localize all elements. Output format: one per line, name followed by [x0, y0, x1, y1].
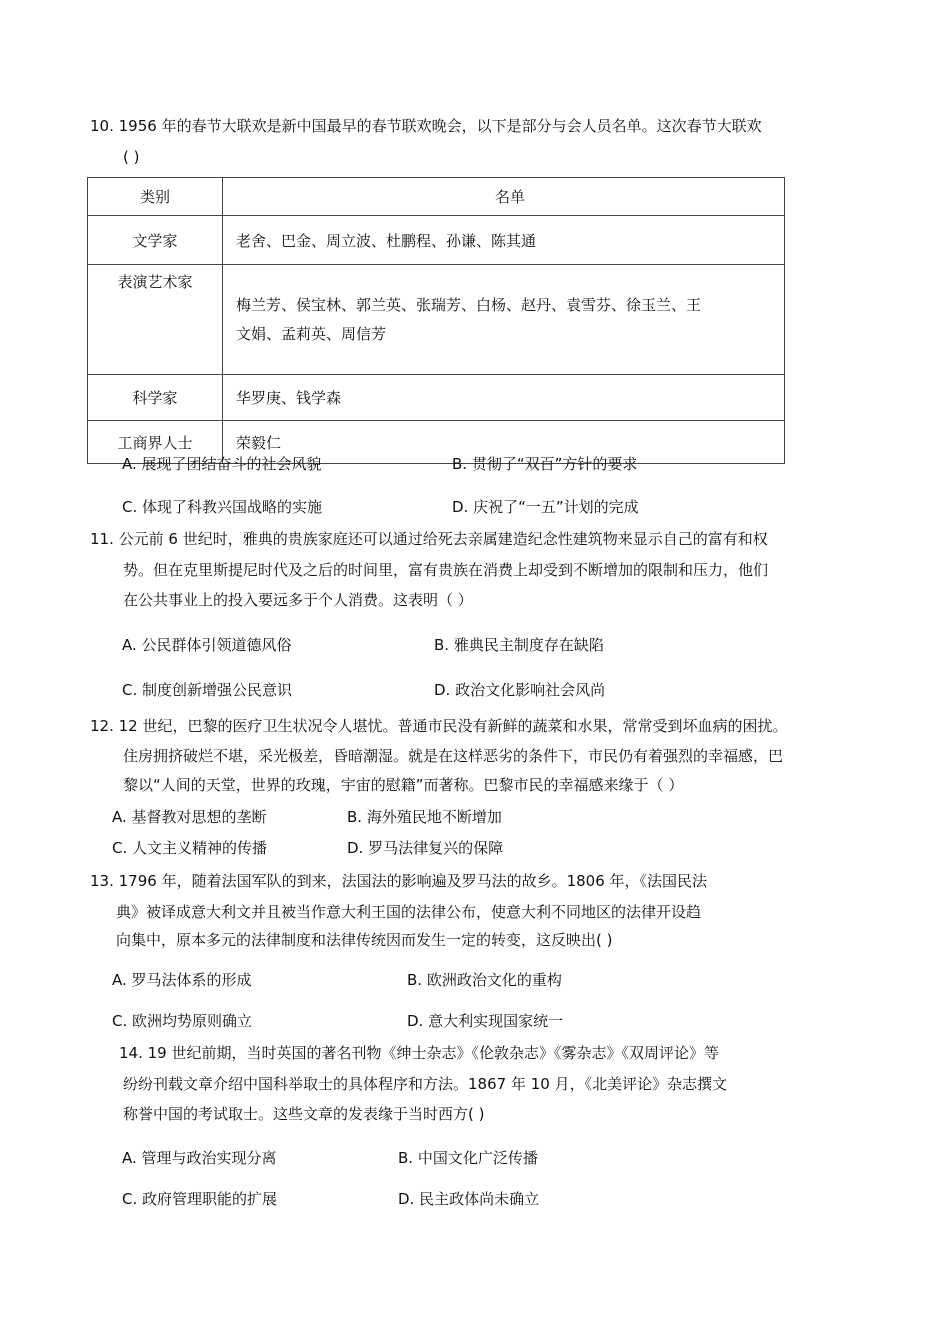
- q11-option-a[interactable]: A. 公民群体引领道德风俗: [122, 636, 292, 654]
- q13-option-b[interactable]: B. 欧洲政治文化的重构: [407, 971, 562, 989]
- row-category: 工商界人士: [88, 421, 223, 464]
- table-header-row: [88, 178, 785, 216]
- header-names: 名单: [223, 178, 785, 216]
- row-names-line1: 梅兰芳、侯宝林、郭兰英、张瑞芳、白杨、赵丹、袁雪芬、徐玉兰、王: [236, 295, 702, 314]
- q14-stem-line1: 14. 19 世纪前期，当时英国的著名刊物《绅士杂志》《伦敦杂志》《雾杂志》《双周评论》等: [119, 1044, 719, 1062]
- q13-option-d[interactable]: D. 意大利实现国家统一: [407, 1012, 564, 1030]
- q13-stem-line2: 典》被译成意大利文并且被当作意大利王国的法律公布，使意大利不同地区的法律开设趋: [116, 903, 702, 921]
- q13-option-a[interactable]: A. 罗马法体系的形成: [112, 971, 252, 989]
- q12-option-d[interactable]: D. 罗马法律复兴的保障: [347, 839, 504, 857]
- q10-answer-blank: ( ): [123, 148, 140, 166]
- q14-option-b[interactable]: B. 中国文化广泛传播: [398, 1149, 538, 1167]
- q12-option-c[interactable]: C. 人文主义精神的传播: [112, 839, 268, 857]
- row-category: 文学家: [88, 216, 223, 265]
- row-category: 表演艺术家: [88, 265, 223, 375]
- q11-stem-line3: 在公共事业上的投入要远多于个人消费。这表明（ ）: [123, 591, 473, 609]
- row-names: 老舍、巴金、周立波、杜鹏程、孙谦、陈其通: [223, 216, 785, 265]
- q13-option-c[interactable]: C. 欧洲均势原则确立: [112, 1012, 253, 1030]
- q14-stem-line3: 称誉中国的考试取士。这些文章的发表缘于当时西方( ): [123, 1105, 485, 1123]
- row-names: 华罗庚、钱学森: [223, 375, 785, 421]
- q10-participants-table: [87, 177, 785, 464]
- table-row: [88, 216, 785, 265]
- q11-option-d[interactable]: D. 政治文化影响社会风尚: [434, 681, 606, 699]
- q10-option-b[interactable]: B. 贯彻了“双百”方针的要求: [452, 455, 638, 473]
- q10-stem-line1: 10. 1956 年的春节大联欢是新中国最早的春节联欢晚会，以下是部分与会人员名单。这次春节大联欢: [90, 117, 762, 135]
- q11-option-b[interactable]: B. 雅典民主制度存在缺陷: [434, 636, 604, 654]
- q13-stem-line3: 向集中，原本多元的法律制度和法律传统因而发生一定的转变，这反映出( ): [116, 931, 613, 949]
- q10-option-c[interactable]: C. 体现了科教兴国战略的实施: [122, 498, 323, 516]
- row-names: [223, 265, 785, 375]
- q12-option-b[interactable]: B. 海外殖民地不断增加: [347, 808, 502, 826]
- q12-stem-line3: 黎以“人间的天堂，世界的玫瑰，宇宙的慰籍”而著称。巴黎市民的幸福感来缘于（ ）: [123, 776, 684, 794]
- row-category: 科学家: [88, 375, 223, 421]
- q12-stem-line2: 住房拥挤破烂不堪，采光极差，昏暗潮湿。就是在这样恶劣的条件下，市民仍有着强烈的幸福感，巴: [123, 747, 784, 765]
- q10-option-d[interactable]: D. 庆祝了“一五”计划的完成: [452, 498, 639, 516]
- q11-stem-line1: 11. 公元前 6 世纪时，雅典的贵族家庭还可以通过给死去亲属建造纪念性建筑物来显示自己的富有和权: [90, 530, 768, 548]
- table-row: [88, 375, 785, 421]
- row-names-line2: 文娟、孟莉英、周信芳: [236, 324, 387, 343]
- q11-option-c[interactable]: C. 制度创新增强公民意识: [122, 681, 293, 699]
- header-category: 类别: [88, 178, 223, 216]
- q11-stem-line2: 势。但在克里斯提尼时代及之后的时间里，富有贵族在消费上却受到不断增加的限制和压力，他们: [123, 561, 769, 579]
- q14-option-c[interactable]: C. 政府管理职能的扩展: [122, 1190, 278, 1208]
- row-names: 荣毅仁: [223, 421, 785, 464]
- q14-stem-line2: 纷纷刊载文章介绍中国科举取士的具体程序和方法。1867 年 10 月，《北美评论》杂志撰文: [123, 1075, 728, 1093]
- q14-option-d[interactable]: D. 民主政体尚未确立: [398, 1190, 540, 1208]
- q13-stem-line1: 13. 1796 年，随着法国军队的到来，法国法的影响遍及罗马法的故乡。1806 年，《法国民法: [90, 872, 708, 890]
- q14-option-a[interactable]: A. 管理与政治实现分离: [122, 1149, 277, 1167]
- q12-stem-line1: 12. 12 世纪，巴黎的医疗卫生状况令人堪忧。普通市民没有新鲜的蔬菜和水果，常常受到坏血病的困扰。: [90, 717, 788, 735]
- table-row: [88, 265, 785, 375]
- q10-option-a[interactable]: A. 展现了团结奋斗的社会风貌: [122, 455, 322, 473]
- q12-option-a[interactable]: A. 基督教对思想的垄断: [112, 808, 267, 826]
